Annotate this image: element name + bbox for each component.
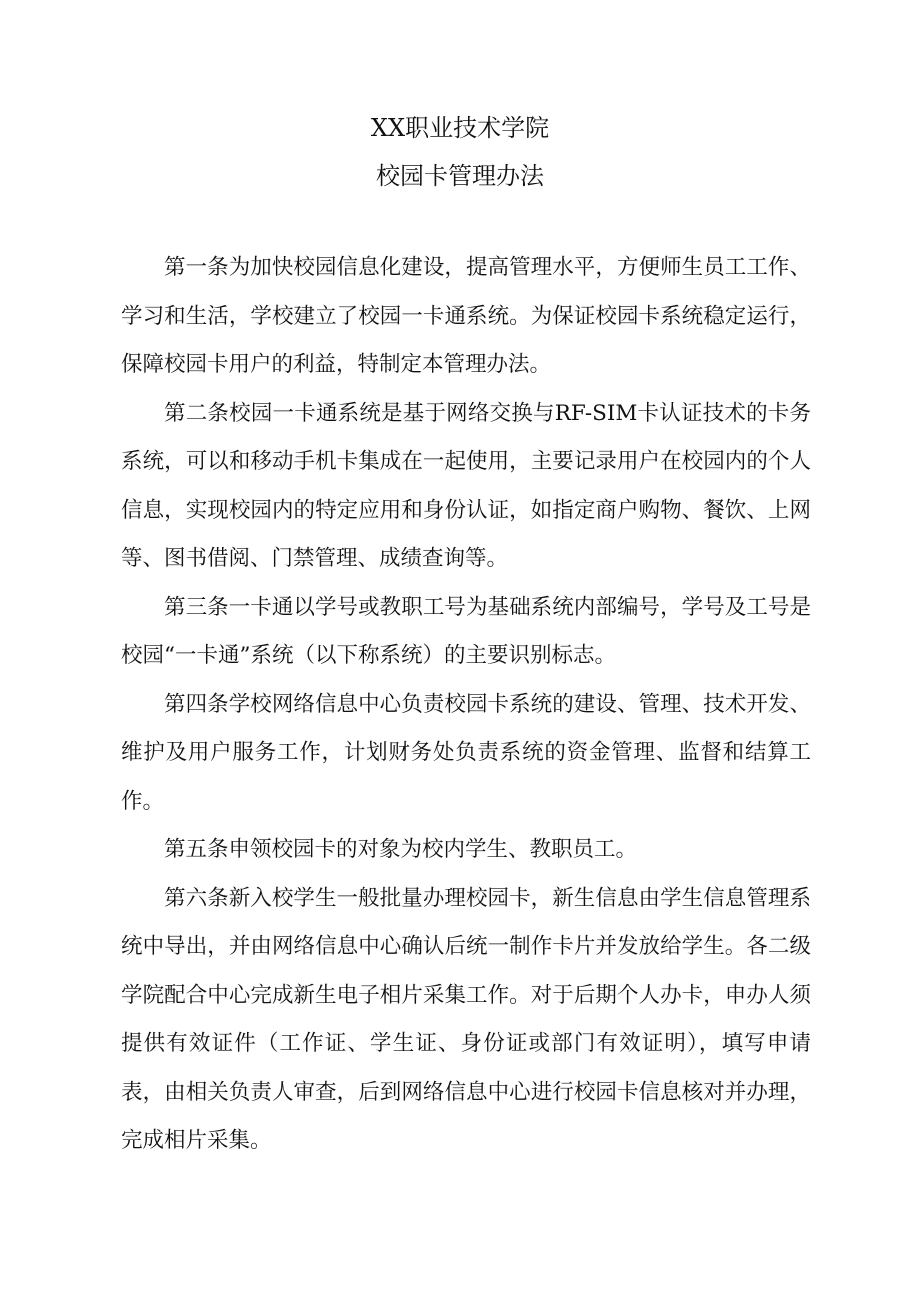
institution-title: XX职业技术学院 [370, 114, 550, 142]
document-body [121, 244, 811, 1166]
document-title-block [0, 104, 920, 200]
article-6: 第六条新入校学生一般批量办理校园卡，新生信息由学生信息管理系统中导出，并由网络信息中心确认后统一制作卡片并发放给学生。各二级学院配合中心完成新生电子相片采集工作。对于后期个人办卡，申办人须提供有效证件（工作证、学生证、身份证或部门有效证明），填写申请表，由相关负责人审查，后到网络信息中心进行校园卡信息核对并办理，完成相片采集。 [121, 885, 811, 1153]
article-2: 第二条校园一卡通系统是基于网络交换与RF-SIM卡认证技术的卡务系统，可以和移动手机卡集成在一起使用，主要记录用户在校园内的个人信息，实现校园内的特定应用和身份认证，如指定商户购物、餐饮、上网等、图书借阅、门禁管理、成绩查询等。 [121, 400, 811, 571]
article-4: 第四条学校网络信息中心负责校园卡系统的建设、管理、技术开发、维护及用户服务工作，计划财务处负责系统的资金管理、监督和结算工作。 [121, 691, 811, 814]
document-title: 校园卡管理办法 [376, 162, 544, 190]
article-1: 第一条为加快校园信息化建设，提高管理水平，方便师生员工工作、学习和生活，学校建立了校园一卡通系统。为保证校园卡系统稳定运行，保障校园卡用户的利益，特制定本管理办法。 [121, 255, 811, 377]
article-5: 第五条申领校园卡的对象为校内学生、教职员工。 [164, 837, 638, 862]
article-3: 第三条一卡通以学号或教职工号为基础系统内部编号，学号及工号是校园“一卡通”系统（以下称系统）的主要识别标志。 [121, 594, 811, 668]
